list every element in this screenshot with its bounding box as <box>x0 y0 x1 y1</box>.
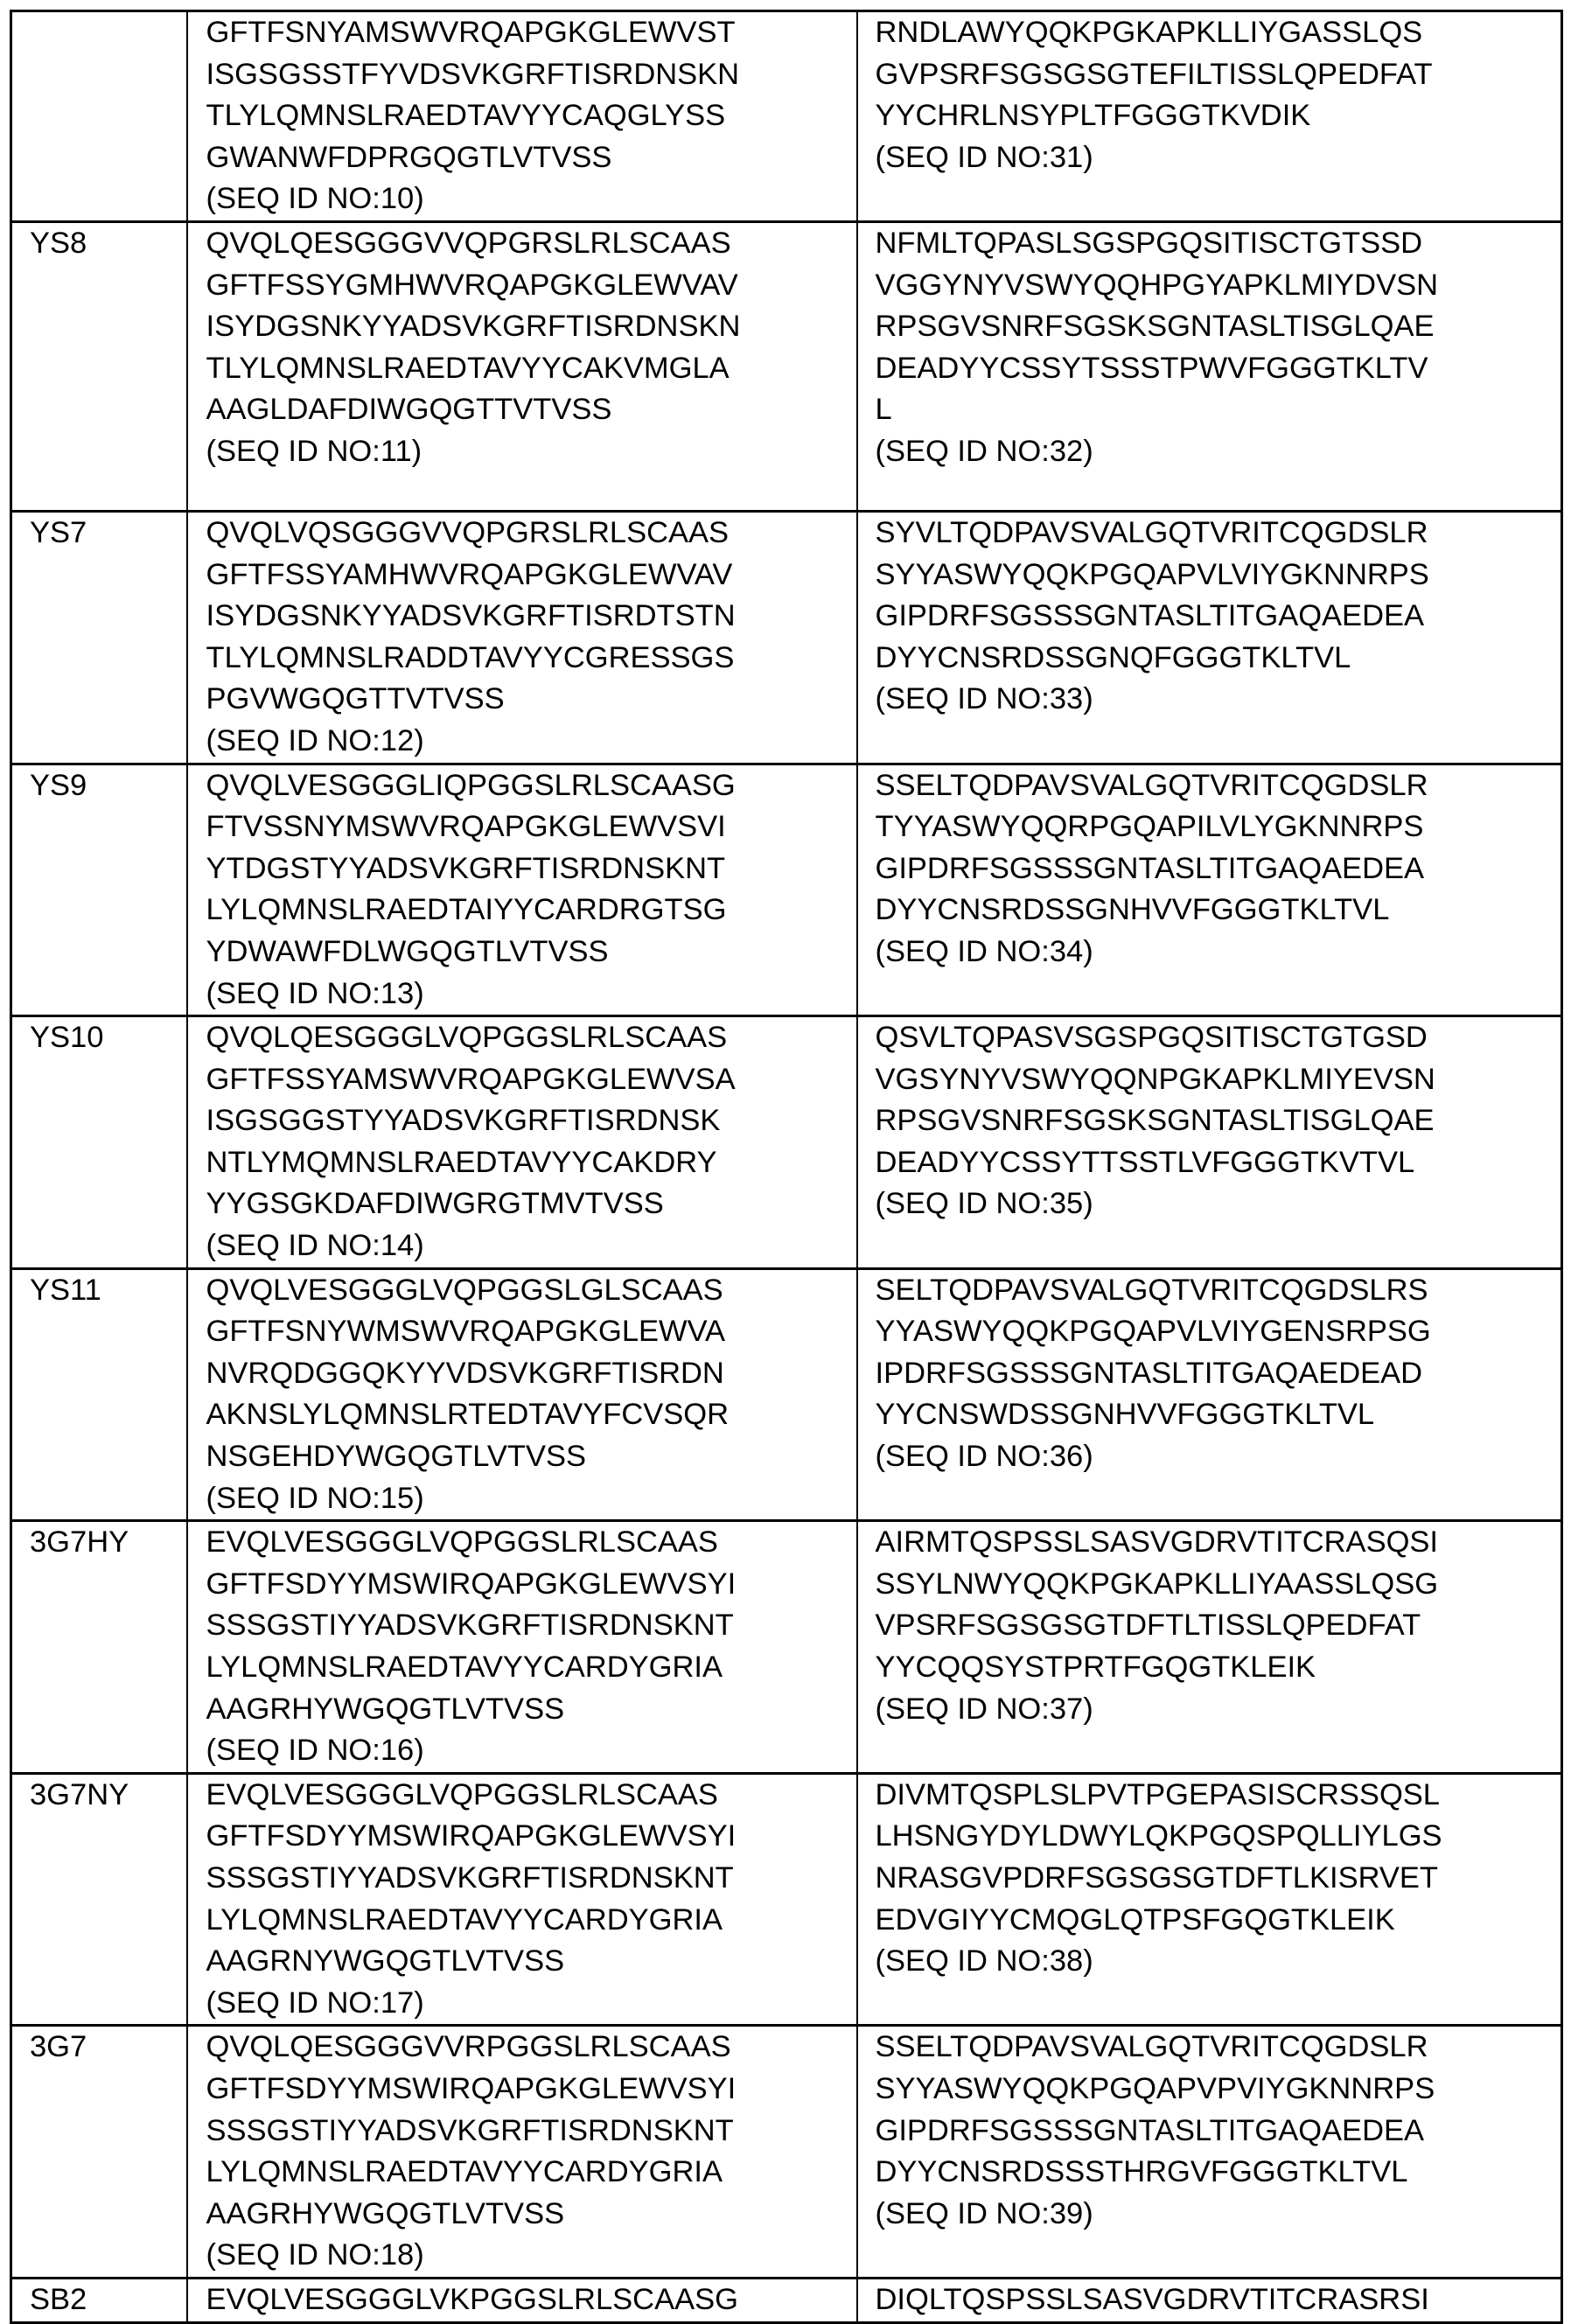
sequence-line: YYCHRLNSYPLTFGGGTKVDIK <box>875 99 1311 133</box>
sequence-line: AIRMTQSPSSLSASVGDRVTITCRASQSI <box>875 1525 1439 1560</box>
table-row <box>11 221 1562 511</box>
seq-id-label: (SEQ ID NO:35) <box>875 1187 1093 1221</box>
sequence-line: YYCQQSYSTPRTFGQGTKLEIK <box>875 1651 1316 1684</box>
sequence-line: RPSGVSNRFSGSKSGNTASLTISGLQAE <box>875 310 1435 344</box>
antibody-name-cell: 3G7HY <box>11 1521 187 1774</box>
light-chain-sequence-cell <box>857 11 1562 222</box>
antibody-name-cell: 3G7NY <box>11 1773 187 2026</box>
sequence-line: ISYDGSNKYYADSVKGRFTISRDTSTN <box>206 599 736 633</box>
table-row <box>11 2026 1562 2279</box>
light-chain-sequence-cell <box>857 1016 1562 1269</box>
table-row <box>11 1521 1562 1774</box>
table-row <box>11 764 1562 1016</box>
sequence-line: ISGSGSSTFYVDSVKGRFTISRDNSKN <box>206 57 740 91</box>
sequence-line: SYYASWYQQKPGQAPVPVIYGKNNRPS <box>875 2071 1435 2105</box>
sequence-line: EVQLVESGGGLVQPGGSLRLSCAAS <box>206 1777 718 1811</box>
sequence-line: LHSNGYDYLDWYLQKPGQSPQLLIYLGS <box>875 1819 1442 1853</box>
antibody-name-cell: YS9 <box>11 764 187 1016</box>
sequence-line: DYYCNSRDSSGNHVVFGGGTKLTVL <box>875 893 1390 927</box>
sequence-line: YYCNSWDSSGNHVVFGGGTKLTVL <box>875 1398 1375 1432</box>
heavy-chain-sequence-cell <box>187 1268 857 1521</box>
sequence-line: QVQLQESGGGLVQPGGSLRLSCAAS <box>206 1021 728 1055</box>
sequence-line: GFTFSNYAMSWVRQAPGKGLEWVST <box>206 16 736 49</box>
sequence-line: IPDRFSGSSSGNTASLTITGAQAEDEAD <box>875 1356 1423 1390</box>
heavy-chain-sequence-cell <box>187 2278 857 2322</box>
seq-id-label: (SEQ ID NO:12) <box>206 723 424 757</box>
seq-id-label: (SEQ ID NO:17) <box>206 1986 424 2020</box>
sequence-line: QVQLQESGGGVVQPGRSLRLSCAAS <box>206 226 731 260</box>
sequence-line: DEADYYCSSYTSSSTPWVFGGGTKLTV <box>875 351 1428 385</box>
antibody-name-cell: 3G7 <box>11 2026 187 2279</box>
sequence-line: LYLQMNSLRAEDTAVYYCARDYGRIA <box>206 1651 723 1684</box>
sequence-line: GFTFSDYYMSWIRQAPGKGLEWVSYI <box>206 1819 737 1853</box>
seq-id-label: (SEQ ID NO:37) <box>875 1692 1093 1726</box>
antibody-name-cell: SB2 <box>11 2278 187 2322</box>
sequence-line: NFMLTQPASLSGSPGQSITISCTGTSSD <box>875 226 1423 260</box>
sequence-line: NSGEHDYWGQGTLVTVSS <box>206 1440 587 1474</box>
heavy-chain-sequence-cell <box>187 11 857 222</box>
sequence-line: TLYLQMNSLRAEDTAVYYCAKVMGLA <box>206 351 730 385</box>
sequence-line: GVPSRFSGSGSGTEFILTISSLQPEDFAT <box>875 57 1433 91</box>
sequence-line: GIPDRFSGSSSGNTASLTITGAQAEDEA <box>875 851 1425 885</box>
sequence-line: SSELTQDPAVSVALGQTVRITCQGDSLR <box>875 2030 1428 2064</box>
sequence-line: QSVLTQPASVSGSPGQSITISCTGTGSD <box>875 1021 1428 1055</box>
sequence-line: PGVWGQGTTVTVSS <box>206 682 505 716</box>
sequence-line: TLYLQMNSLRADDTAVYYCGRESSGS <box>206 640 735 674</box>
seq-id-label: (SEQ ID NO:10) <box>206 182 424 216</box>
sequence-line: GIPDRFSGSSSGNTASLTITGAQAEDEA <box>875 2113 1425 2147</box>
sequence-line: TLYLQMNSLRAEDTAVYYCAQGLYSS <box>206 99 726 133</box>
seq-id-label: (SEQ ID NO:32) <box>875 434 1093 468</box>
sequence-line: TYYASWYQQRPGQAPILVLYGKNNRPS <box>875 810 1424 844</box>
sequence-line: DYYCNSRDSSSTHRGVFGGGTKLTVL <box>875 2155 1408 2189</box>
light-chain-sequence-cell <box>857 764 1562 1016</box>
sequence-line: GFTFSSYGMHWVRQAPGKGLEWVAV <box>206 268 738 302</box>
heavy-chain-sequence-cell <box>187 764 857 1016</box>
sequence-line: L <box>875 393 892 427</box>
seq-id-label: (SEQ ID NO:38) <box>875 1944 1093 1979</box>
sequence-line: GFTFSNYWMSWVRQAPGKGLEWVA <box>206 1315 726 1349</box>
heavy-chain-sequence-cell <box>187 2026 857 2279</box>
sequence-line: SSSGSTIYYADSVKGRFTISRDNSKNT <box>206 1609 734 1643</box>
light-chain-sequence-cell <box>857 221 1562 511</box>
sequence-line: LYLQMNSLRAEDTAVYYCARDYGRIA <box>206 2155 723 2189</box>
sequence-line: QVQLVQSGGGVVQPGRSLRLSCAAS <box>206 515 730 549</box>
antibody-name-cell: YS11 <box>11 1268 187 1521</box>
sequence-line: EVQLVESGGGLVQPGGSLRLSCAAS <box>206 1525 718 1560</box>
sequence-line: YYASWYQQKPGQAPVLVIYGENSRPSG <box>875 1315 1431 1349</box>
sequence-line: DIQLTQSPSSLSASVGDRVTITCRASRSI <box>875 2282 1429 2316</box>
light-chain-sequence-cell <box>857 1521 1562 1774</box>
table-row <box>11 1773 1562 2026</box>
light-chain-sequence-cell <box>857 1773 1562 2026</box>
sequence-line: AAGLDAFDIWGQGTTVTVSS <box>206 393 612 427</box>
sequence-line: LYLQMNSLRAEDTAIYYCARDRGTSG <box>206 893 727 927</box>
sequence-line: YTDGSTYYADSVKGRFTISRDNSKNT <box>206 851 726 885</box>
sequence-line: QVQLVESGGGLIQPGGSLRLSCAASG <box>206 768 736 802</box>
sequence-line: SYVLTQDPAVSVALGQTVRITCQGDSLR <box>875 515 1428 549</box>
sequence-line: RPSGVSNRFSGSKSGNTASLTISGLQAE <box>875 1104 1435 1138</box>
sequence-line: GFTFSSYAMHWVRQAPGKGLEWVAV <box>206 557 733 591</box>
sequence-line: EDVGIYYCMQGLQTPSFGQGTKLEIK <box>875 1902 1395 1937</box>
heavy-chain-sequence-cell <box>187 1016 857 1269</box>
sequence-line: VGSYNYVSWYQQNPGKAPKLMIYEVSN <box>875 1062 1435 1096</box>
sequence-line: SSYLNWYQQKPGKAPKLLIYAASSLQSG <box>875 1567 1439 1601</box>
heavy-chain-sequence-cell <box>187 1521 857 1774</box>
seq-id-label: (SEQ ID NO:34) <box>875 934 1093 968</box>
heavy-chain-sequence-cell <box>187 221 857 511</box>
sequence-line: DIVMTQSPLSLPVTPGEPASISCRSSQSL <box>875 1777 1440 1811</box>
sequence-table <box>10 10 1563 2324</box>
light-chain-sequence-cell <box>857 2278 1562 2322</box>
sequence-line: NTLYMQMNSLRAEDTAVYYCAKDRY <box>206 1145 717 1179</box>
sequence-line: GWANWFDPRGQGTLVTVSS <box>206 140 612 174</box>
seq-id-label: (SEQ ID NO:14) <box>206 1229 424 1263</box>
sequence-line: GFTFSDYYMSWIRQAPGKGLEWVSYI <box>206 2071 737 2105</box>
sequence-line: DYYCNSRDSSGNQFGGGTKLTVL <box>875 640 1351 674</box>
sequence-line: YDWAWFDLWGQGTLVTVSS <box>206 934 609 968</box>
sequence-line: QVQLVESGGGLVQPGGSLGLSCAAS <box>206 1273 723 1307</box>
table-row <box>11 1268 1562 1521</box>
sequence-line: GFTFSDYYMSWIRQAPGKGLEWVSYI <box>206 1567 737 1601</box>
sequence-line: RNDLAWYQQKPGKAPKLLIYGASSLQS <box>875 16 1423 49</box>
table-row <box>11 1016 1562 1269</box>
sequence-line: GFTFSSYAMSWVRQAPGKGLEWVSA <box>206 1062 736 1096</box>
heavy-chain-sequence-cell <box>187 1773 857 2026</box>
seq-id-label: (SEQ ID NO:11) <box>206 434 422 468</box>
sequence-line: AKNSLYLQMNSLRTEDTAVYFCVSQR <box>206 1398 730 1432</box>
sequence-line: AAGRHYWGQGTLVTVSS <box>206 2196 565 2230</box>
sequence-line: SSSGSTIYYADSVKGRFTISRDNSKNT <box>206 1860 734 1895</box>
table-row <box>11 511 1562 764</box>
seq-id-label: (SEQ ID NO:36) <box>875 1440 1093 1474</box>
sequence-line: GIPDRFSGSSSGNTASLTITGAQAEDEA <box>875 599 1425 633</box>
sequence-line: EVQLVESGGGLVKPGGSLRLSCAASG <box>206 2282 738 2316</box>
seq-id-label: (SEQ ID NO:15) <box>206 1481 424 1515</box>
sequence-line: DEADYYCSSYTTSSTLVFGGGTKVTVL <box>875 1145 1415 1179</box>
light-chain-sequence-cell <box>857 1268 1562 1521</box>
antibody-name-cell: YS10 <box>11 1016 187 1269</box>
seq-id-label: (SEQ ID NO:16) <box>206 1734 424 1768</box>
antibody-name-cell: YS7 <box>11 511 187 764</box>
antibody-name-cell <box>11 11 187 222</box>
sequence-line: NVRQDGGQKYYVDSVKGRFTISRDN <box>206 1356 724 1390</box>
light-chain-sequence-cell <box>857 511 1562 764</box>
sequence-line: FTVSSNYMSWVRQAPGKGLEWVSVI <box>206 810 726 844</box>
sequence-line: AAGRNYWGQGTLVTVSS <box>206 1944 565 1979</box>
table-row <box>11 2278 1562 2322</box>
sequence-line: SYYASWYQQKPGQAPVLVIYGKNNRPS <box>875 557 1429 591</box>
sequence-line: AAGRHYWGQGTLVTVSS <box>206 1692 565 1726</box>
seq-id-label: (SEQ ID NO:31) <box>875 140 1093 174</box>
sequence-line: VPSRFSGSGSGTDFTLTISSLQPEDFAT <box>875 1609 1421 1643</box>
seq-id-label: (SEQ ID NO:39) <box>875 2196 1093 2230</box>
sequence-line: QVQLQESGGGVVRPGGSLRLSCAAS <box>206 2030 731 2064</box>
light-chain-sequence-cell <box>857 2026 1562 2279</box>
sequence-line: LYLQMNSLRAEDTAVYYCARDYGRIA <box>206 1902 723 1937</box>
sequence-line: ISYDGSNKYYADSVKGRFTISRDNSKN <box>206 310 741 344</box>
heavy-chain-sequence-cell <box>187 511 857 764</box>
antibody-name-cell: YS8 <box>11 221 187 511</box>
sequence-line: SSSGSTIYYADSVKGRFTISRDNSKNT <box>206 2113 734 2147</box>
seq-id-label: (SEQ ID NO:13) <box>206 976 424 1010</box>
sequence-line: SSELTQDPAVSVALGQTVRITCQGDSLR <box>875 768 1428 802</box>
table-row <box>11 11 1562 222</box>
sequence-line: SELTQDPAVSVALGQTVRITCQGDSLRS <box>875 1273 1428 1307</box>
sequence-table-body <box>11 11 1562 2323</box>
sequence-line: VGGYNYVSWYQQHPGYAPKLMIYDVSN <box>875 268 1439 302</box>
seq-id-label: (SEQ ID NO:33) <box>875 682 1093 716</box>
seq-id-label: (SEQ ID NO:18) <box>206 2238 424 2272</box>
sequence-line: NRASGVPDRFSGSGSGTDFTLKISRVET <box>875 1860 1438 1895</box>
sequence-line: YYGSGKDAFDIWGRGTMVTVSS <box>206 1187 664 1221</box>
sequence-line: ISGSGGSTYYADSVKGRFTISRDNSK <box>206 1104 721 1138</box>
